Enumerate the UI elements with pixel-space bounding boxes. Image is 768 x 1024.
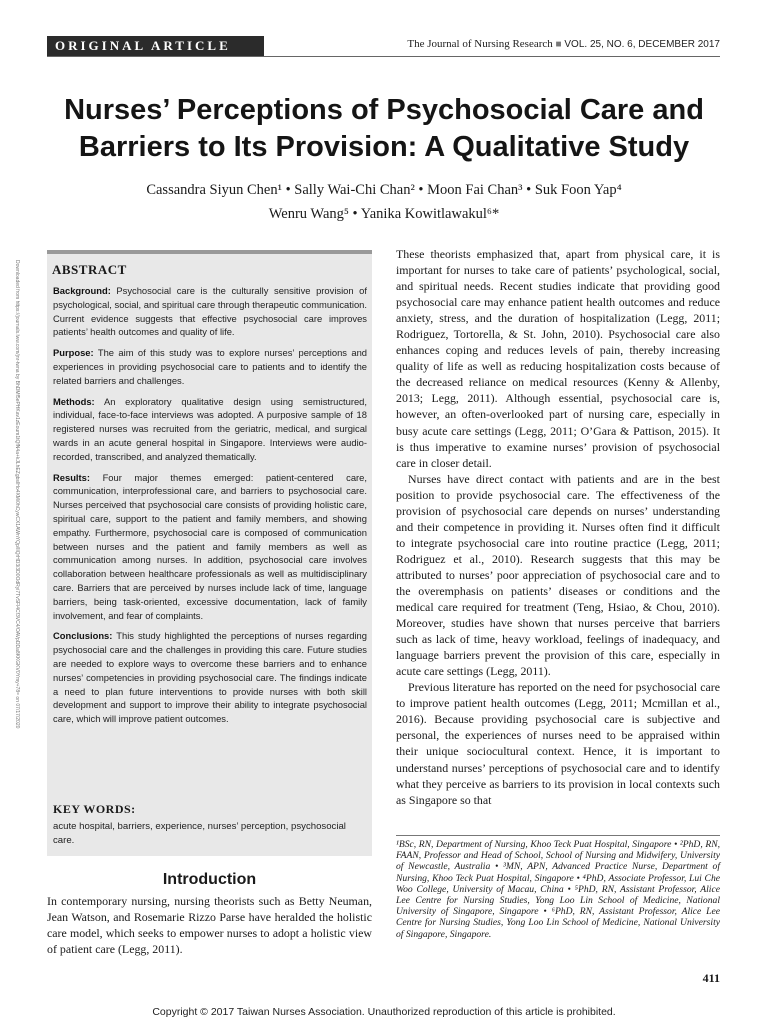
abstract-label: Results: — [53, 471, 90, 483]
abstract-purpose — [53, 346, 367, 387]
abstract-body — [53, 284, 367, 733]
abstract-text: An exploratory qualitative design using semistructured, individual, face-to-face interviews was adopted. A purposive sample of 18 registered nurses was recruited from the geriatric, medical, and surgical wards in an acute general hospital in Singapore. Interviews were audio-recorded, transcribed, and analyzed thematically. — [53, 395, 367, 462]
abstract-methods — [53, 395, 367, 464]
abstract-label: Methods: — [53, 395, 95, 407]
abstract-text: Psychosocial care is the culturally sensitive provision of psychological, social, and spiritual care through therapeutic communication. Current evidence suggests that effective psychosocial care improves patients’ health outcomes and quality of life. — [53, 285, 367, 338]
abstract-top-bar — [47, 250, 372, 254]
abstract-label: Conclusions: — [53, 630, 113, 642]
article-title: Nurses’ Perceptions of Psychosocial Care and Barriers to Its Provision: A Qualitative Study — [64, 94, 704, 163]
journal-issue: VOL. 25, NO. 6, DECEMBER 2017 — [564, 39, 720, 50]
download-note: Downloaded from https://journals.lww.com/jnr-twna by BhDMf5ePHKav1zEoum1tQfN4a+kJLhEZgbsIHo4XMi0hCywCX1AWnYQp/IlQrHD3i3D0OdRyi7TvSFl4Cf3VC4/OAVpDDa8KKGKV0Ymy+78= on 07/17/2020 — [14, 260, 20, 729]
abstract-heading: ABSTRACT — [52, 262, 127, 277]
author-list — [40, 178, 728, 226]
keywords-heading: KEY WORDS: — [53, 802, 136, 816]
body-paragraph: Nurses have direct contact with patients and are in the best position to provide psychosocial care. The effectiveness of the provision of psychosocial care depends on nurses’ understanding and their competence in providing it. Nurses often find it difficult to integrate psychosocial care into routine practice (Legg, 2011; Rodriguez et al., 2010). Research suggests that this may be attributed to nurses’ poor appreciation of psychosocial care and to the overemphasis on patients’ diseases or conditions and the medical care required for treatment (Teng, Hsiao, & Chou, 2010). Moreover, studies have shown that nurses perceive that barriers such as lack of time, heavy workload, feelings of inadequacy, and language barriers prevent the provision of this care, especially in acute care settings (Legg, 2011). — [396, 471, 720, 679]
journal-name: The Journal of Nursing Research — [407, 38, 553, 50]
abstract-background — [53, 284, 367, 339]
authors-line-1: Cassandra Siyun Chen¹ • Sally Wai-Chi Chan² • Moon Fai Chan³ • Suk Foon Yap⁴ — [146, 182, 622, 198]
abstract-box — [47, 250, 372, 856]
footnote-rule — [396, 835, 720, 836]
introduction-text: In contemporary nursing, nursing theorists such as Betty Neuman, Jean Watson, and Rosemarie Rizzo Parse have heralded the holistic care model, which seeks to empower nurses to adopt a holistic view of patient care (Legg, 2011). — [47, 894, 372, 956]
abstract-label: Background: — [53, 285, 111, 296]
author-affiliations: ¹BSc, RN, Department of Nursing, Khoo Teck Puat Hospital, Singapore • ²PhD, RN, FAAN, Professor and Head of School, School of Nursing and Midwifery, University of Newcastle, Australia • ³MN, APN, Advanced Practice Nurse, Department of Nursing, Khoo Teck Puat Hospital, Singapore • ⁴PhD, Associate Professor, Lui Che Woo College, University of Macau, China • ⁵PhD, RN, Assistant Professor, Alice Lee Centre for Nursing Studies, Yong Loo Lin School of Medicine, National University of Singapore, Singapore • ⁶PhD, RN, Assistant Professor, Alice Lee Centre for Nursing Studies, Yong Loo Lin School of Medicine, National University of Singapore, Singapore. — [396, 839, 720, 940]
article-type-tag: ORIGINAL ARTICLE — [47, 36, 264, 56]
abstract-results — [53, 471, 367, 623]
abstract-label: Purpose: — [53, 347, 94, 359]
page-number: 411 — [702, 971, 720, 985]
body-paragraph: These theorists emphasized that, apart from physical care, it is important for nurses to take care of patients’ psychological, social, and spiritual needs. Recent studies indicate that providing good psychosocial care may enhance patient health outcomes and reduce anxiety, stress, and the duration of hospitalization (Legg, 2011; Rodriguez, Tortorella, & St. John, 2010). Psychosocial care also enhances coping and reduces levels of pain, thereby increasing quality of life as well as reducing hospitalization costs because of the decreased reliance on medical resources (Kenny & Allenby, 2013; Legg, 2011). Although essential, psychosocial care is, however, an often-overlooked part of nursing care, especially in busy acute care settings (Legg, 2011; O’Gara & Pattison, 2015). It is thus imperative to examine nurses’ provision of psychosocial care in closer detail. — [396, 247, 720, 470]
abstract-text: The aim of this study was to explore nurses’ perceptions and experiences in providing psychosocial care to patients and to identify the related barriers and challenges. — [53, 347, 368, 386]
abstract-text: This study highlighted the perceptions of nurses regarding psychosocial care and the challenges in providing this care. Future studies are needed to explore ways to overcome these barriers and to enhance nurses’ competencies in providing psychosocial care. The findings indicate a need to plan future interventions to provide nurses with both skill development and support to improve their ability to integrate psychosocial care, which will improve patient outcomes. — [53, 630, 367, 725]
journal-citation — [407, 38, 720, 50]
abstract-conclusions — [53, 629, 367, 726]
body-right-column — [396, 246, 720, 808]
introduction-heading: Introduction — [162, 871, 257, 888]
abstract-text: Four major themes emerged: patient-centered care, communication, interprofessional care, and barriers to psychosocial care. Nurses perceived that psychosocial care consists of providing holistic care, spiritual care, support to the patient and family members, and showing empathy. Furthermore, psychosocial care is composed of communication between nurses and the patient and family members as well as communication among nurses. In addition, psychosocial care involves collaboration between healthcare professionals as well as multidisciplinary care. Barriers that are perceived by nurses include lack of time, language barriers, being task-oriented, excessive documentation, lack of family involvement, and fear of complaints. — [53, 471, 368, 621]
body-paragraph: Previous literature has reported on the need for psychosocial care to improve patient health outcomes (Legg, 2011; Mcmillan et al., 2016). Because providing psychosocial care is subjective and personal, the experiences of nurses need to be appraised within their unique sociocultural context. Hence, it is important to understand nurses’ perceptions of psychosocial care and to identify what they perceive as barriers to its provision in local contexts such as Singapore so that — [396, 680, 720, 807]
authors-line-2: Wenru Wang⁵ • Yanika Kowitlawakul⁶* — [268, 206, 500, 222]
header-rule — [47, 56, 720, 57]
separator-square: ■ — [555, 39, 562, 50]
journal-header — [47, 36, 720, 56]
copyright-notice: Copyright © 2017 Taiwan Nurses Association. Unauthorized reproduction of this article is prohibited. — [152, 1006, 616, 1018]
keywords-list: acute hospital, barriers, experience, nurses’ perception, psychosocial care. — [53, 821, 346, 846]
